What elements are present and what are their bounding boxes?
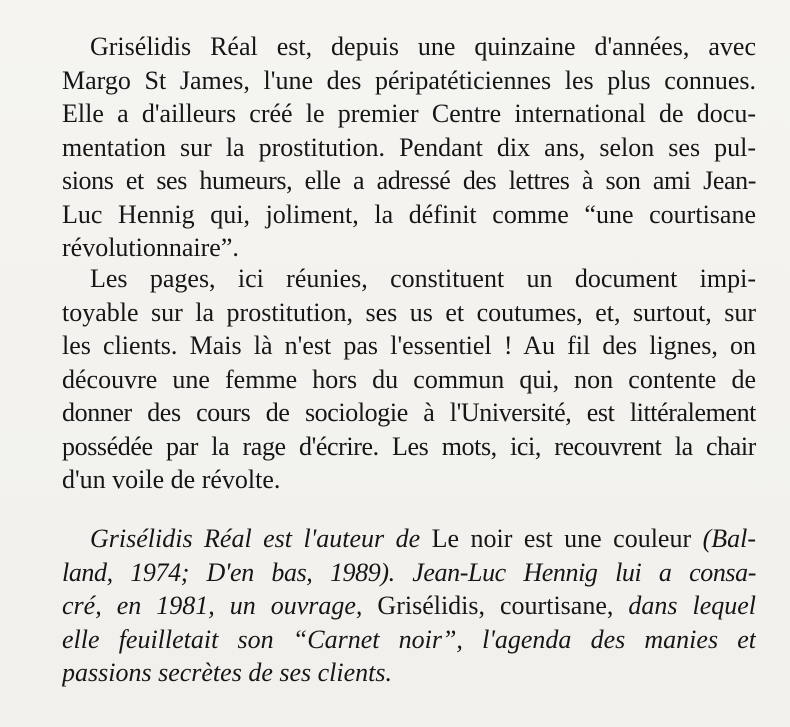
paragraph-author-note [62, 522, 756, 690]
text-line: passions secrètes de ses clients. [62, 658, 393, 687]
text-line: elle feuilletait son “Carnet noir”, l'agenda des manies et [62, 624, 756, 654]
paragraph-intro [62, 30, 756, 265]
text-line [62, 589, 756, 623]
italic-text: Grisélidis Réal est l'auteur de [90, 524, 421, 553]
text-line: découvre une femme hors du commun qui, non contente de [62, 364, 756, 394]
text-line: révolutionnaire”. [62, 233, 239, 262]
book-title: Grisélidis, courtisane, [377, 591, 614, 620]
text-line: toyable sur la prostitution, ses us et coutumes, et, surtout, sur [62, 297, 756, 327]
paragraph-body [62, 262, 756, 497]
text-line: sions et ses humeurs, elle a adressé des lettres à son ami Jean- [62, 166, 756, 195]
text-line: Margo St James, l'une des péripatéticiennes les plus connues. [62, 65, 756, 95]
text-line: mentation sur la prostitution. Pendant dix ans, selon ses pul- [62, 132, 756, 162]
text-line: donner des cours de sociologie à l'Université, est littéralement [62, 398, 756, 427]
text-line: possédée par la rage d'écrire. Les mots, ici, recouvrent la chair [62, 431, 756, 461]
text-line: d'un voile de révolte. [62, 465, 281, 494]
text-line: Luc Hennig qui, joliment, la définit comme “une courtisane [62, 199, 756, 229]
text-line: Grisélidis Réal est, depuis une quinzaine d'années, avec [90, 32, 756, 61]
text-line: land, 1974; D'en bas, 1989). Jean-Luc Hennig lui a consa- [62, 557, 756, 587]
italic-text: cré, en 1981, un ouvrage, [62, 591, 363, 620]
italic-text: (Bal- [702, 524, 756, 553]
text-line: Elle a d'ailleurs créé le premier Centre international de docu- [62, 99, 756, 128]
book-title: Le noir est une couleur [431, 524, 692, 553]
italic-text: dans lequel [628, 591, 756, 620]
text-line: les clients. Mais là n'est pas l'essentiel ! Au fil des lignes, on [62, 331, 756, 360]
text-line: Les pages, ici réunies, constituent un document impi- [90, 264, 756, 293]
text-line [62, 522, 756, 556]
